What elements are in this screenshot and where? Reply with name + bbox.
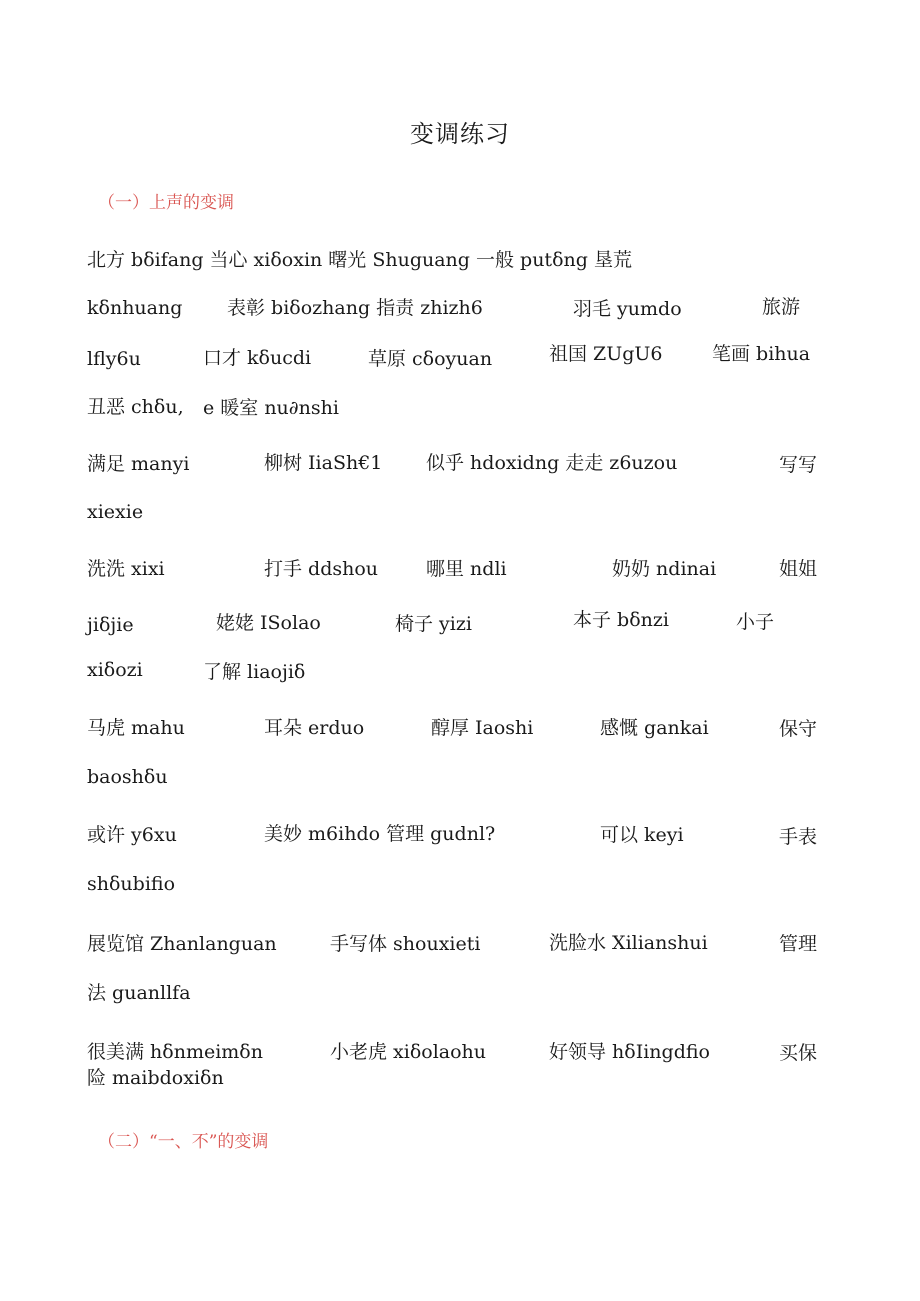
exercise-item: e 暖室 nu∂nshi [203,397,339,419]
exercise-item: 耳朵 erduo [264,717,365,739]
exercise-item: 手表 [779,826,818,848]
exercise-item: 羽毛 yumdo [573,298,682,320]
section-heading-2: （二）“一、不”的变调 [98,1132,269,1152]
exercise-item: 马虎 mahu [87,717,185,739]
exercise-item: 姐姐 [779,558,818,580]
exercise-item: xiδozi [87,659,143,681]
page-title: 变调练习 [410,120,510,148]
exercise-item: xiexie [87,501,144,523]
exercise-item: 本子 bδnzi [573,609,669,631]
exercise-item: 满足 manyi [87,453,190,475]
exercise-item: 似乎 hdoxidng 走走 z6uzou [426,452,678,474]
exercise-item: baoshδu [87,766,168,788]
exercise-item: 写写 [779,454,818,476]
exercise-item: 法 guanllfa [87,982,191,1004]
exercise-item: 洗洗 xixi [87,558,165,580]
exercise-item: 好领导 hδIingdfio [549,1041,710,1063]
exercise-item: 醇厚 Iaoshi [431,717,534,739]
exercise-item: 哪里 ndli [426,558,507,580]
exercise-item: 或许 y6xu [87,824,177,846]
exercise-item: kδnhuang [87,297,183,319]
exercise-line: 北方 bδifang 当心 xiδoxin 曙光 Shuguang 一般 putδng 垦荒 [87,249,632,271]
exercise-item: 旅游 [762,296,801,318]
exercise-item: 洗脸水 Xilianshui [549,932,708,954]
exercise-item: 椅子 yizi [395,613,472,635]
exercise-item: 奶奶 ndinai [612,558,717,580]
section-heading-1: （一）上声的变调 [98,193,234,213]
exercise-item: 保守 [779,718,818,740]
exercise-item: 表彰 biδozhang 指责 zhizh6 [227,297,483,319]
exercise-item: 口才 kδucdi [203,347,312,369]
exercise-item: 手写体 shouxieti [330,933,481,955]
exercise-item: 感慨 gankai [600,717,709,739]
exercise-item: 很美满 hδnmeimδn [87,1041,263,1063]
exercise-item: 了解 liaojiδ [203,661,306,683]
exercise-item: 小老虎 xiδolaohu [330,1041,487,1063]
exercise-item: 姥姥 ISolao [216,612,321,634]
exercise-item: 祖国 ZUgU6 [549,343,663,365]
exercise-item: lfly6u [87,348,141,370]
exercise-item: 管理 [779,933,818,955]
exercise-item: 柳树 IiaSh€1 [264,452,383,474]
exercise-item: 可以 keyi [600,824,684,846]
exercise-item: 买保 [779,1042,818,1064]
exercise-item: 展览馆 Zhanlanguan [87,933,277,955]
exercise-item: 丑恶 chδu, [87,396,184,418]
exercise-item: 美妙 m6ihdo 管理 gudnl? [264,823,496,845]
exercise-item: 笔画 bihua [712,343,811,365]
exercise-item: 打手 ddshou [264,558,379,580]
exercise-item: jiδjie [87,614,134,636]
exercise-item: 草原 cδoyuan [368,348,493,370]
exercise-item: shδubifio [87,873,176,895]
exercise-item: 小子 [736,611,775,633]
exercise-item: 险 maibdoxiδn [87,1067,224,1089]
